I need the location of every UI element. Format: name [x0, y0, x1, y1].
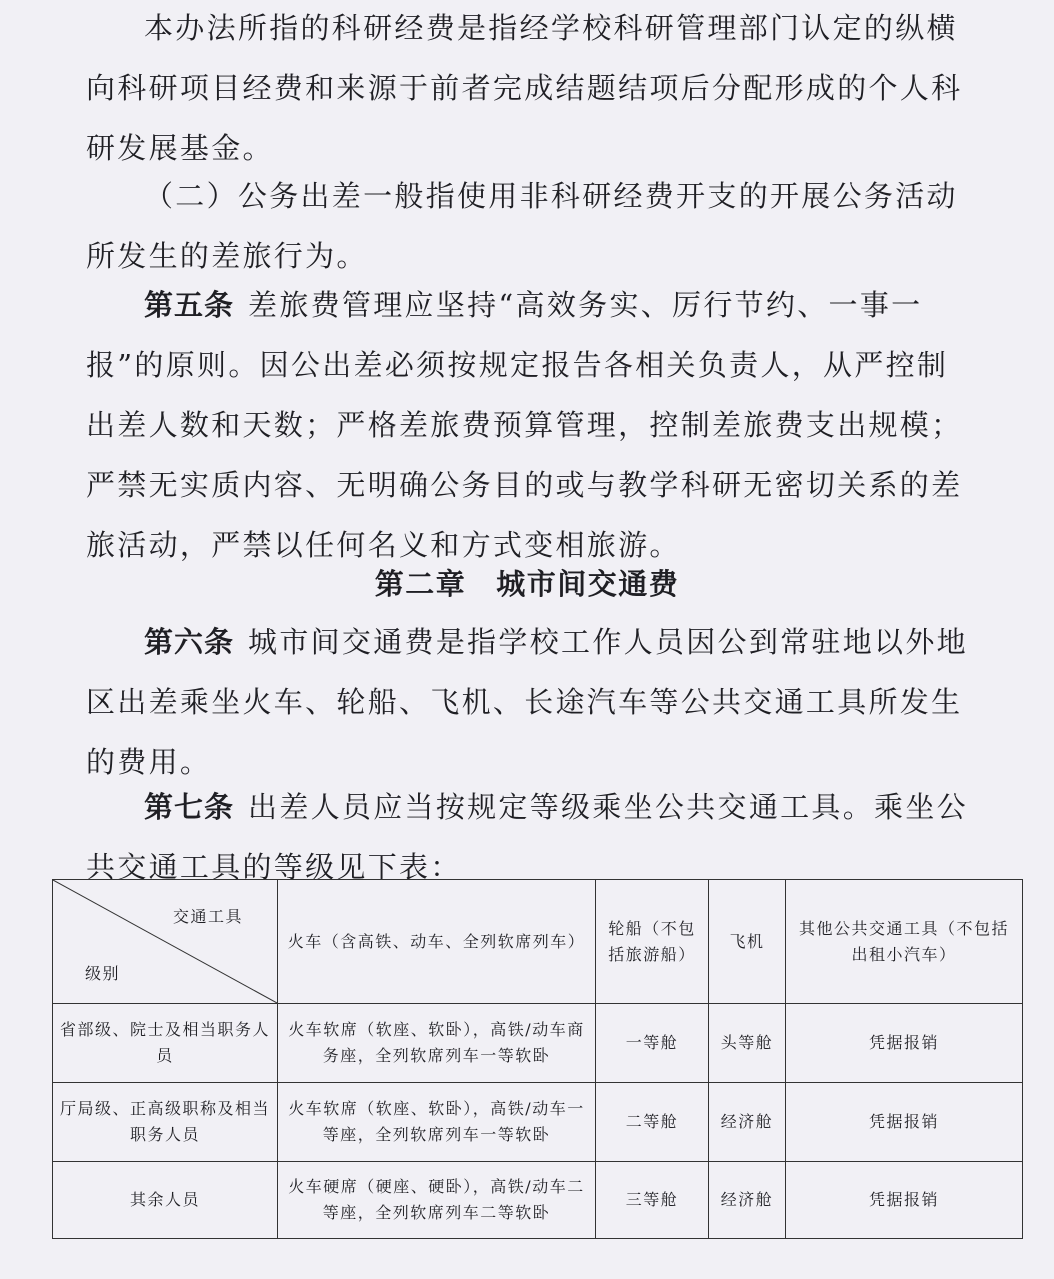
article-7-text: 出差人员应当按规定等级乘坐公共交通工具。乘坐公共交通工具的等级见下表： — [86, 790, 968, 884]
chapter-title: 城市间交通费 — [496, 567, 680, 601]
row-train: 火车软席（软座、软卧），高铁/动车一等座，全列软席列车一等软卧 — [278, 1083, 596, 1162]
row-train: 火车硬席（硬座、硬卧），高铁/动车二等座，全列软席列车二等软卧 — [278, 1162, 596, 1239]
article-7-label: 第七条 — [144, 790, 235, 824]
table-header-row — [53, 880, 1023, 1004]
header-corner-cell — [53, 880, 278, 1004]
article-5-text: 差旅费管理应坚持“高效务实、厉行节约、一事一报”的原则。因公出差必须按规定报告各相关负责人，从严控制出差人数和天数；严格差旅费预算管理，控制差旅费支出规模；严禁无实质内容、无明确公务目的或与教学科研无密切关系的差旅活动，严禁以任何名义和方式变相旅游。 — [86, 288, 963, 562]
transport-class-table — [52, 879, 1023, 1239]
row-plane: 经济舱 — [709, 1083, 786, 1162]
row-other: 凭据报销 — [786, 1162, 1023, 1239]
chapter-number: 第二章 — [374, 567, 467, 601]
article-6-label: 第六条 — [144, 625, 235, 659]
article-6-text: 城市间交通费是指学校工作人员因公到常驻地以外地区出差乘坐火车、轮船、飞机、长途汽车等公共交通工具所发生的费用。 — [86, 625, 968, 779]
chapter-heading — [0, 562, 1054, 606]
row-ship: 三等舱 — [596, 1162, 709, 1239]
paragraph-article-6 — [86, 612, 976, 792]
table-row — [53, 1083, 1023, 1162]
row-level: 省部级、院士及相当职务人员 — [53, 1004, 278, 1083]
row-train: 火车软席（软座、软卧），高铁/动车商务座，全列软席列车一等软卧 — [278, 1004, 596, 1083]
header-plane: 飞机 — [709, 880, 786, 1004]
row-level: 其余人员 — [53, 1162, 278, 1239]
row-ship: 一等舱 — [596, 1004, 709, 1083]
table-row — [53, 1004, 1023, 1083]
header-other: 其他公共交通工具（不包括出租小汽车） — [786, 880, 1023, 1004]
row-plane: 经济舱 — [709, 1162, 786, 1239]
row-other: 凭据报销 — [786, 1004, 1023, 1083]
row-level: 厅局级、正高级职称及相当职务人员 — [53, 1083, 278, 1162]
table-row — [53, 1162, 1023, 1239]
paragraph-article-5 — [86, 275, 976, 575]
paragraph-research-funds: 本办法所指的科研经费是指经学校科研管理部门认定的纵横向科研项目经费和来源于前者完成结题结项后分配形成的个人科研发展基金。 — [86, 11, 963, 165]
row-plane: 头等舱 — [709, 1004, 786, 1083]
header-ship: 轮船（不包括旅游船） — [596, 880, 709, 1004]
row-ship: 二等舱 — [596, 1083, 709, 1162]
article-5-label: 第五条 — [144, 288, 235, 322]
header-corner-transport: 交通工具 — [172, 907, 243, 926]
header-corner-level: 级别 — [85, 964, 121, 983]
header-train: 火车（含高铁、动车、全列软席列车） — [278, 880, 596, 1004]
paragraph-business-trip: （二）公务出差一般指使用非科研经费开支的开展公务活动所发生的差旅行为。 — [86, 179, 958, 273]
row-other: 凭据报销 — [786, 1083, 1023, 1162]
